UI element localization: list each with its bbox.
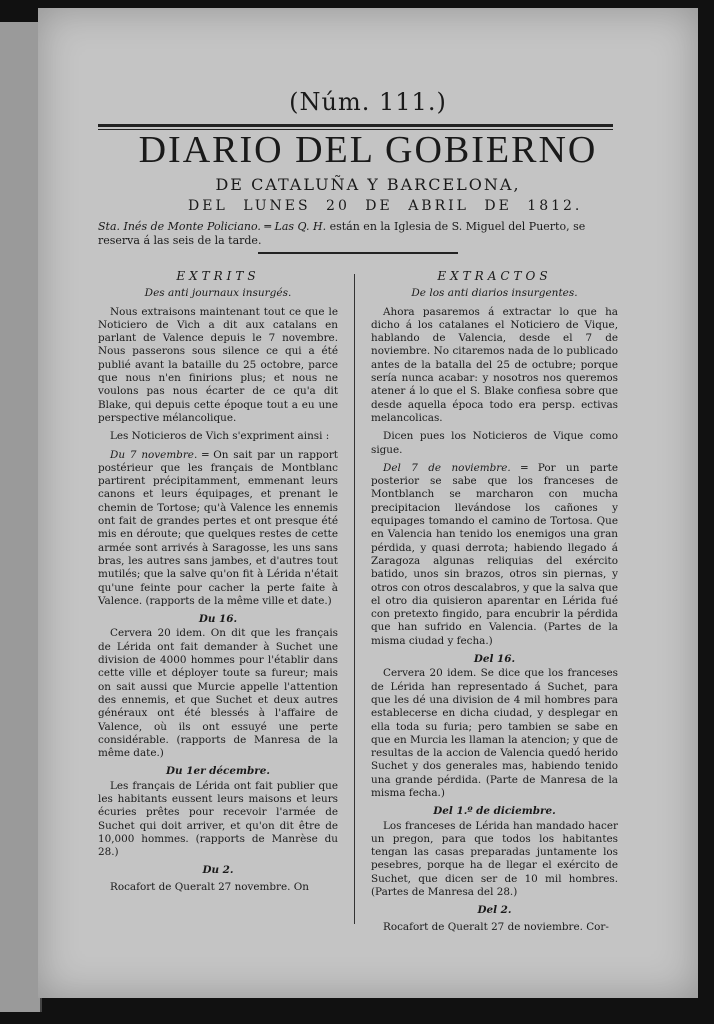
entry-date-heading: Du 16. xyxy=(198,613,238,626)
entry-date-heading: Du 1er décembre. xyxy=(166,765,270,778)
lead-paragraph: Dicen pues los Noticieros de Vique como sigue. xyxy=(371,430,618,456)
entry-date: Del 7 de noviembre. xyxy=(383,461,511,474)
intro-paragraph: Ahora pasaremos á extractar lo que ha dicho á los catalanes el Noticiero de Vique, hablando de Valencia, desde el 7 de noviembre. No citaremos nada de lo publicado antes de la batalla del 25 de octubre; porque sería nunca acabar: y nosotros nos queremos atener á lo que el S. Blake confiesa sobre que desde aquella época todo era persp. ectivas melancolicas. xyxy=(371,305,618,424)
entry-text: Por un parte posterior se sabe que los franceses de Montblanch se marcharon con mucha precipitacion llevándose los cañones y equipages tomando el camino de Tortosa. Que en Valencia han tenido los enemigos una gran pérdida, y quasi derrota; habiendo llegado á Zaragoza algunas reliquias del exército batido, unos sin brazos, otros sin piernas, y otros con otros descalabros, y que la salva que el otro dia quisieron aparentar en Lérida fué con pretexto fingido, para encubrir la pérdida que han sufrido en Valencia. (Partes de la misma ciudad y fecha.) xyxy=(371,461,618,647)
column-divider xyxy=(354,274,355,924)
saints-notice: Sta. Inés de Monte Policiano. ═ Las Q. H. están en la Iglesia de S. Miguel del Puerto, se reserva á las seis de la tarde. xyxy=(98,220,586,247)
facing-page-edge xyxy=(0,22,42,1012)
header-rule xyxy=(98,124,613,127)
entry-paragraph: Los franceses de Lérida han mandado hacer un pregon, para que todos los habitantes tengan las casas preparadas juntamente los pesebres, porque ha de llegar el exército de Suchet, que dicen ser de 10 mil hombres. (Partes de Manresa del 28.) xyxy=(371,819,618,899)
saint-name: Sta. Inés de Monte Policiano. xyxy=(98,220,261,233)
french-column xyxy=(98,270,338,899)
entry-paragraph: Les français de Lérida ont fait publier que les habitants eussent leurs maisons et leurs écuries prêtes pour recevoir l'armée de Suchet qui doit arriver, et qu'on dit être de 10,000 hommes. (rapports de Manrèse du 28.) xyxy=(98,779,338,859)
column-subheading: Des anti journaux insurgés. xyxy=(144,287,292,300)
entry-paragraph: Cervera 20 idem. On dit que les français de Lérida ont fait demander à Suchet une division de 4000 hommes pour l'établir dans cette ville et déployer toute sa fureur; mais on sait aussi que Murcie appelle l'attention des ennemis, et que Suchet et deux autres généraux ont été blessés à l'affaire de Valence, où ils ont essuyé une perte considérable. (rapports de Manresa de la même date.) xyxy=(98,627,338,760)
entry-paragraph: Rocafort de Queralt 27 novembre. On xyxy=(110,880,309,893)
spanish-column xyxy=(371,270,618,939)
newspaper-title: DIARIO DEL GOBIERNO xyxy=(138,129,598,171)
entry-text: On sait par un rapport postérieur que les français de Montblanc partirent précipitamment, emmenant leurs canons et leurs équipages, et prenant le chemin de Tortose; qu'à Valence les ennemis ont fait de grandes pertes et ont presque été mis en déroute; que quelques restes de cette armée sont arrivés à Saragosse, les uns sans bras, les autres sans jambes, et d'autres tout mutilés; que la salve qu'on fit à Lérida n'était qu'une feinte pour cacher la perte faite à Valence. (rapports de la même ville et date.) xyxy=(98,448,338,607)
issue-number: (Núm. 111.) xyxy=(289,88,447,116)
entry-paragraph: Rocafort de Queralt 27 de noviembre. Cor- xyxy=(383,920,609,933)
section-rule xyxy=(258,252,458,254)
column-subheading: De los anti diarios insurgentes. xyxy=(411,287,578,300)
entry-paragraph: Del 7 de noviembre. ═ Por un parte posterior se sabe que los franceses de Montblanch se marcharon con mucha precipitacion llevándose los cañones y equipages tomando el camino de Tortosa. Que en Valencia han tenido los enemigos una gran pérdida, y quasi derrota; habiendo llegado á Zaragoza algunas reliquias del exército batido, unos sin brazos, otros sin piernas, y otros con otros descalabros, y que la salva que el otro dia quisieron aparentar en Lérida fué con pretexto fingido, para encubrir la pérdida que han sufrido en Valencia. (Partes de la misma ciudad y fecha.) xyxy=(371,461,618,647)
entry-date-heading: Del 16. xyxy=(473,653,516,666)
entry-paragraph: Cervera 20 idem. Se dice que los franceses de Lérida han representado á Suchet, para que les dé una division de 4 mil hombres para establecerse en dicha ciudad, y desplegar en ella toda su furia; pero tambien se sabe en que en Murcia les llaman la atencion; y que de resultas de la accion de Valencia quedó herido Suchet y dos generales mas, habiendo tenido una grande pérdida. (Parte de Manresa de la misma fecha.) xyxy=(371,667,618,799)
newspaper-subtitle: DE CATALUÑA Y BARCELONA, xyxy=(215,175,521,194)
entry-paragraph: Du 7 novembre. ═ On sait par un rapport postérieur que les français de Montblanc partirent précipitamment, emmenant leurs canons et leurs équipages, et prenant le chemin de Tortose; qu'à Valence les ennemis ont fait de grandes pertes et ont presque été mis en déroute; que quelques restes de cette armée sont arrivés à Saragosse, les uns sans bras, les autres sans jambes, et d'autres tout mutilés; que la salve qu'on fit à Lérida n'était qu'une feinte pour cacher la perte faite à Valence. (rapports de la même ville et date.) xyxy=(98,448,338,607)
lead-paragraph: Les Noticieros de Vich s'expriment ainsi : xyxy=(110,430,330,443)
column-heading: EXTRITS xyxy=(176,269,260,283)
column-heading: EXTRACTOS xyxy=(437,269,552,283)
saints-text: están en la Iglesia de S. Miguel del Puerto, se reserva á las seis de la tarde. xyxy=(98,220,586,247)
quarant-hores: Las Q. H. xyxy=(274,220,327,233)
newspaper-page xyxy=(38,8,698,998)
entry-date: Du 7 novembre. xyxy=(110,448,198,461)
entry-date-heading: Del 2. xyxy=(477,904,512,917)
intro-paragraph: Nous extraisons maintenant tout ce que le Noticiero de Vich a dit aux catalans en parlant de Valence depuis le 7 novembre. Nous passerons sous silence ce qui a été publié avant la bataille du 25 octobre, parce que nous n'en finirions plus; et nous ne voulons pas nous écarter de ce qu'a dit Blake, qui depuis cette époque tout a eu une perspective mélancolique. xyxy=(98,305,338,424)
entry-date-heading: Du 2. xyxy=(202,864,234,877)
entry-date-heading: Del 1.º de diciembre. xyxy=(433,805,556,818)
issue-date: DEL LUNES 20 DE ABRIL DE 1812. xyxy=(188,198,583,214)
